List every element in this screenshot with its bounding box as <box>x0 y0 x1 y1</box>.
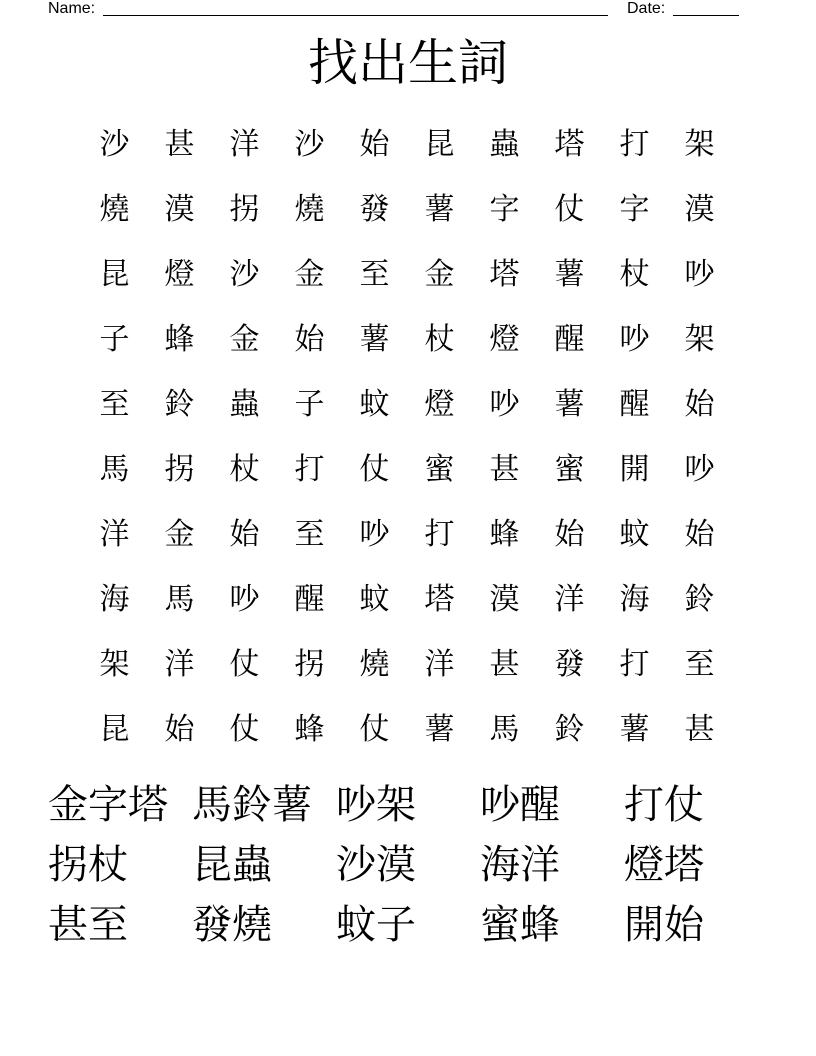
grid-cell[interactable]: 甚 <box>164 127 195 162</box>
grid-cell[interactable]: 燒 <box>294 192 325 227</box>
grid-cell[interactable]: 漠 <box>489 582 520 617</box>
grid-row <box>82 112 732 177</box>
grid-cell[interactable]: 馬 <box>489 712 520 747</box>
grid-cell[interactable]: 洋 <box>229 127 260 162</box>
grid-cell[interactable]: 塔 <box>424 582 455 617</box>
grid-row <box>82 437 732 502</box>
grid-row <box>82 242 732 307</box>
grid-cell[interactable]: 金 <box>424 257 455 292</box>
grid-cell[interactable]: 至 <box>684 647 715 682</box>
grid-cell[interactable]: 蚊 <box>359 582 390 617</box>
grid-cell[interactable]: 字 <box>489 192 520 227</box>
grid-cell[interactable]: 始 <box>294 322 325 357</box>
grid-row <box>82 177 732 242</box>
word-bank-item: 打仗 <box>624 782 704 828</box>
word-bank-item: 金字塔 <box>48 782 168 828</box>
grid-cell[interactable]: 燈 <box>489 322 520 357</box>
grid-cell[interactable]: 甚 <box>684 712 715 747</box>
word-search-grid <box>82 112 732 762</box>
grid-cell[interactable]: 吵 <box>489 387 520 422</box>
grid-cell[interactable]: 始 <box>684 387 715 422</box>
grid-cell[interactable]: 沙 <box>99 127 130 162</box>
grid-cell[interactable]: 子 <box>99 322 130 357</box>
grid-cell[interactable]: 馬 <box>99 452 130 487</box>
grid-cell[interactable]: 蟲 <box>489 127 520 162</box>
grid-cell[interactable]: 沙 <box>229 257 260 292</box>
grid-row <box>82 372 732 437</box>
grid-cell[interactable]: 開 <box>619 452 650 487</box>
word-bank-item: 昆蟲 <box>192 842 272 888</box>
grid-cell[interactable]: 杖 <box>619 257 650 292</box>
grid-cell[interactable]: 子 <box>294 387 325 422</box>
date-label: Date: <box>627 0 666 17</box>
grid-cell[interactable]: 甚 <box>489 452 520 487</box>
grid-cell[interactable]: 打 <box>619 127 650 162</box>
grid-cell[interactable]: 燈 <box>424 387 455 422</box>
grid-cell[interactable]: 昆 <box>99 712 130 747</box>
grid-cell[interactable]: 馬 <box>164 582 195 617</box>
grid-cell[interactable]: 蟲 <box>229 387 260 422</box>
word-bank-item: 馬鈴薯 <box>192 782 312 828</box>
word-bank-item: 發燒 <box>192 902 272 948</box>
grid-cell[interactable]: 至 <box>294 517 325 552</box>
grid-cell[interactable]: 打 <box>424 517 455 552</box>
grid-cell[interactable]: 漠 <box>164 192 195 227</box>
grid-cell[interactable]: 字 <box>619 192 650 227</box>
grid-cell[interactable]: 蜜 <box>424 452 455 487</box>
grid-cell[interactable]: 金 <box>229 322 260 357</box>
grid-cell[interactable]: 仗 <box>229 647 260 682</box>
grid-cell[interactable]: 昆 <box>424 127 455 162</box>
word-bank-item: 蚊子 <box>336 902 416 948</box>
grid-cell[interactable]: 至 <box>99 387 130 422</box>
grid-cell[interactable]: 拐 <box>164 452 195 487</box>
grid-cell[interactable]: 薯 <box>424 192 455 227</box>
header <box>0 0 816 20</box>
grid-cell[interactable]: 杖 <box>229 452 260 487</box>
grid-cell[interactable]: 蜂 <box>294 712 325 747</box>
grid-cell[interactable]: 架 <box>99 647 130 682</box>
word-bank-item: 吵架 <box>336 782 416 828</box>
grid-cell[interactable]: 仗 <box>554 192 585 227</box>
grid-cell[interactable]: 海 <box>619 582 650 617</box>
grid-cell[interactable]: 昆 <box>99 257 130 292</box>
grid-cell[interactable]: 海 <box>99 582 130 617</box>
grid-cell[interactable]: 燒 <box>99 192 130 227</box>
grid-cell[interactable]: 仗 <box>359 452 390 487</box>
grid-cell[interactable]: 架 <box>684 127 715 162</box>
word-bank-item: 吵醒 <box>480 782 560 828</box>
grid-cell[interactable]: 塔 <box>554 127 585 162</box>
grid-cell[interactable]: 漠 <box>684 192 715 227</box>
word-bank-row <box>48 775 768 835</box>
word-bank-row <box>48 895 768 955</box>
grid-cell[interactable]: 燒 <box>359 647 390 682</box>
word-bank-item: 開始 <box>624 902 704 948</box>
grid-cell[interactable]: 燈 <box>164 257 195 292</box>
word-bank-item: 海洋 <box>480 842 560 888</box>
grid-cell[interactable]: 金 <box>294 257 325 292</box>
grid-cell[interactable]: 打 <box>619 647 650 682</box>
grid-cell[interactable]: 發 <box>554 647 585 682</box>
grid-cell[interactable]: 蜂 <box>164 322 195 357</box>
grid-cell[interactable]: 拐 <box>294 647 325 682</box>
grid-cell[interactable]: 薯 <box>424 712 455 747</box>
grid-cell[interactable]: 洋 <box>424 647 455 682</box>
word-bank-item: 甚至 <box>48 902 128 948</box>
grid-cell[interactable]: 洋 <box>554 582 585 617</box>
grid-cell[interactable]: 鈴 <box>164 387 195 422</box>
grid-cell[interactable]: 金 <box>164 517 195 552</box>
grid-cell[interactable]: 至 <box>359 257 390 292</box>
grid-cell[interactable]: 杖 <box>424 322 455 357</box>
grid-cell[interactable]: 始 <box>164 712 195 747</box>
word-bank-item: 拐杖 <box>48 842 128 888</box>
grid-cell[interactable]: 架 <box>684 322 715 357</box>
grid-cell[interactable]: 薯 <box>359 322 390 357</box>
grid-row <box>82 307 732 372</box>
word-bank-item: 燈塔 <box>624 842 704 888</box>
name-label: Name: <box>48 0 96 17</box>
grid-cell[interactable]: 蜂 <box>489 517 520 552</box>
grid-cell[interactable]: 始 <box>684 517 715 552</box>
grid-cell[interactable]: 蜜 <box>554 452 585 487</box>
word-bank <box>48 775 768 955</box>
grid-cell[interactable]: 醒 <box>554 322 585 357</box>
grid-cell[interactable]: 仗 <box>359 712 390 747</box>
grid-cell[interactable]: 吵 <box>684 257 715 292</box>
grid-cell[interactable]: 發 <box>359 192 390 227</box>
word-bank-item: 沙漠 <box>336 842 416 888</box>
grid-cell[interactable]: 始 <box>554 517 585 552</box>
grid-cell[interactable]: 仗 <box>229 712 260 747</box>
name-blank-line[interactable] <box>103 15 608 16</box>
grid-cell[interactable]: 醒 <box>619 387 650 422</box>
grid-cell[interactable]: 吵 <box>684 452 715 487</box>
grid-cell[interactable]: 薯 <box>619 712 650 747</box>
grid-cell[interactable]: 鈴 <box>554 712 585 747</box>
grid-cell[interactable]: 薯 <box>554 387 585 422</box>
grid-row <box>82 567 732 632</box>
grid-cell[interactable]: 沙 <box>294 127 325 162</box>
word-bank-item: 蜜蜂 <box>480 902 560 948</box>
grid-row <box>82 502 732 567</box>
page-title: 找出生詞 <box>308 34 508 92</box>
grid-cell[interactable]: 打 <box>294 452 325 487</box>
grid-cell[interactable]: 洋 <box>164 647 195 682</box>
grid-cell[interactable]: 蚊 <box>359 387 390 422</box>
grid-cell[interactable]: 醒 <box>294 582 325 617</box>
grid-cell[interactable]: 甚 <box>489 647 520 682</box>
grid-cell[interactable]: 拐 <box>229 192 260 227</box>
grid-cell[interactable]: 吵 <box>359 517 390 552</box>
grid-cell[interactable]: 塔 <box>489 257 520 292</box>
grid-cell[interactable]: 吵 <box>619 322 650 357</box>
date-blank-line[interactable] <box>673 15 739 16</box>
grid-cell[interactable]: 吵 <box>229 582 260 617</box>
grid-cell[interactable]: 蚊 <box>619 517 650 552</box>
grid-row <box>82 697 732 762</box>
grid-cell[interactable]: 始 <box>359 127 390 162</box>
grid-cell[interactable]: 薯 <box>554 257 585 292</box>
grid-cell[interactable]: 鈴 <box>684 582 715 617</box>
grid-cell[interactable]: 洋 <box>99 517 130 552</box>
word-bank-row <box>48 835 768 895</box>
grid-row <box>82 632 732 697</box>
grid-cell[interactable]: 始 <box>229 517 260 552</box>
